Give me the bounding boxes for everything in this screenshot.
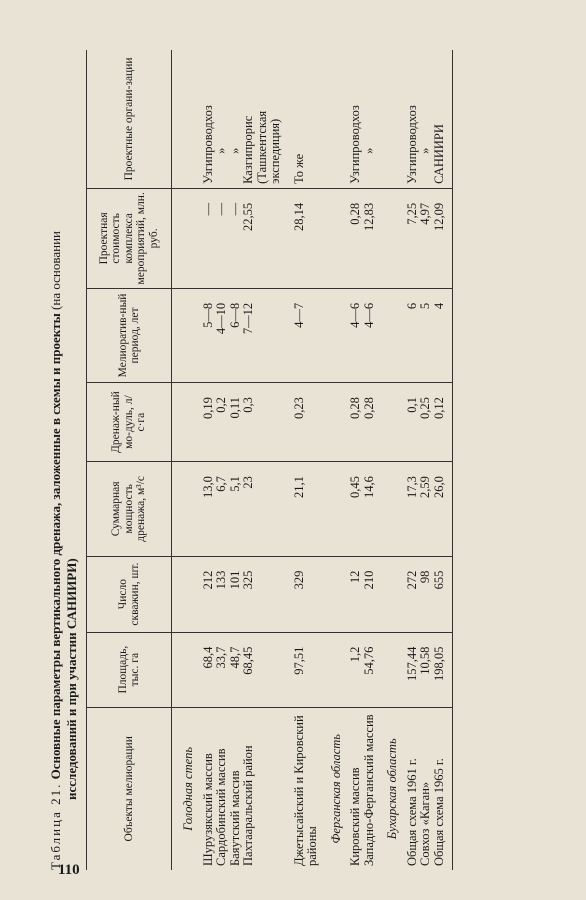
- rotated-page-content: [48, 30, 568, 870]
- table-row: [349, 50, 376, 870]
- wells-value: 212: [200, 570, 215, 590]
- area-value: 1,2: [348, 646, 362, 663]
- object-name: Джетысайский и Кировский районы: [291, 715, 319, 866]
- power-value: 14,6: [361, 476, 376, 498]
- object-name: Кировский массив: [348, 767, 362, 866]
- table-row: [293, 50, 320, 870]
- org-value: Казгипрорис (Ташкентская экспедиция): [241, 110, 282, 184]
- wells-value: 210: [361, 570, 376, 590]
- region-row: [172, 50, 202, 870]
- module-value: 0,1: [404, 397, 419, 413]
- cost-value: 0,28: [348, 202, 362, 225]
- wells-value: 655: [431, 570, 446, 590]
- header-cost: Проектная стоимость комплекса мероприятий, млн. руб.: [87, 188, 172, 288]
- power-value: 5,1: [227, 476, 242, 492]
- period-value: 6: [404, 302, 419, 310]
- power-value: 23: [241, 476, 255, 489]
- power-value: 6,7: [214, 476, 228, 492]
- caption-title-suffix: (на основании: [48, 231, 63, 310]
- header-power: Суммарная мощность дренажа, м³/с: [87, 462, 172, 557]
- wells-value: 329: [293, 556, 320, 632]
- region-label: Бухарская область: [385, 738, 399, 840]
- wells-value: 325: [241, 570, 255, 590]
- drainage-parameters-table: [86, 50, 453, 870]
- area-value: 68,45: [241, 646, 255, 675]
- table-caption: [48, 50, 80, 870]
- module-value: 0,3: [241, 397, 255, 413]
- wells-value: 98: [418, 570, 432, 584]
- area-value: 48,7: [227, 646, 242, 669]
- caption-title-line1: Основные параметры вертикального дренажа, заложенные в схемы и проекты: [48, 313, 63, 780]
- cost-value: 7,25: [404, 202, 419, 225]
- period-value: 5: [418, 302, 432, 310]
- org-value: То же: [293, 50, 320, 188]
- org-value: »: [418, 147, 432, 154]
- module-value: 0,11: [227, 397, 242, 419]
- org-value: »: [227, 147, 242, 154]
- cost-value: 22,55: [241, 202, 255, 232]
- module-value: 0,25: [418, 397, 432, 419]
- region-label: Голодная степь: [181, 746, 195, 831]
- module-value: 0,12: [431, 397, 446, 419]
- header-period: Мелиоратив-ный период, лет: [87, 288, 172, 382]
- table-row: [202, 50, 283, 870]
- period-value: 4—7: [293, 288, 320, 382]
- region-label: Ферганская область: [328, 733, 343, 844]
- power-value: 13,0: [200, 476, 215, 498]
- area-value: 198,05: [431, 646, 446, 682]
- module-value: 0,2: [214, 397, 228, 413]
- power-value: 21,1: [293, 462, 320, 557]
- object-name: Западно-Ферганский массив: [361, 714, 376, 866]
- area-value: 97,51: [293, 632, 320, 707]
- object-name: Баяутский массив: [227, 770, 242, 866]
- power-value: 2,59: [418, 476, 432, 498]
- power-value: 17,3: [404, 476, 419, 498]
- org-value: Узгипроводхоз: [348, 105, 362, 184]
- region-row: [320, 50, 350, 870]
- module-value: 0,28: [348, 397, 362, 419]
- caption-label: Таблица 21.: [48, 782, 63, 870]
- module-value: 0,19: [200, 397, 215, 419]
- wells-value: 12: [348, 570, 362, 584]
- object-name: Общая схема 1965 г.: [431, 758, 446, 866]
- header-wells: Число скважин, шт.: [87, 556, 172, 632]
- wells-value: 272: [404, 570, 419, 590]
- header-objects: Объекты мелиорации: [87, 707, 172, 870]
- wells-value: 133: [214, 570, 228, 590]
- power-value: 26,0: [431, 476, 446, 498]
- period-value: 5—8: [200, 302, 215, 328]
- module-value: 0,23: [293, 383, 320, 462]
- period-value: 6—8: [227, 302, 242, 328]
- table-header-row: [87, 50, 172, 870]
- cost-value: —: [214, 202, 228, 216]
- period-value: 7—12: [241, 302, 255, 335]
- org-value: САНИИРИ: [431, 124, 446, 184]
- cost-value: 4,97: [418, 202, 432, 225]
- cost-value: —: [227, 202, 242, 216]
- area-value: 33,7: [214, 646, 228, 669]
- cost-value: 28,14: [293, 188, 320, 288]
- org-value: »: [361, 147, 376, 154]
- area-value: 157,44: [404, 646, 419, 682]
- org-value: Узгипроводхоз: [200, 105, 215, 184]
- module-value: 0,28: [361, 397, 376, 419]
- area-value: 54,76: [361, 646, 376, 675]
- object-name: Шурузякский массив: [200, 753, 215, 866]
- wells-value: 101: [227, 570, 242, 590]
- object-name: Общая схема 1961 г.: [404, 758, 419, 866]
- org-value: Узгипроводхоз: [404, 105, 419, 184]
- caption-title-line2: исследований и при участии САНИИРИ): [64, 558, 79, 800]
- period-value: 4—10: [214, 302, 228, 335]
- header-area: Площадь, тыс. га: [87, 632, 172, 707]
- cost-value: 12,09: [431, 202, 446, 232]
- object-name: Пахтааральский район: [241, 745, 255, 866]
- region-row: [376, 50, 406, 870]
- cost-value: 12,83: [361, 202, 376, 232]
- cost-value: —: [200, 202, 215, 216]
- header-module: Дренаж-ный мо-дуль, л/с·га: [87, 383, 172, 462]
- object-name: Совхоз «Каган»: [418, 781, 432, 866]
- period-value: 4—6: [348, 302, 362, 328]
- area-value: 10,58: [418, 646, 432, 675]
- page-number: 110: [58, 862, 80, 878]
- power-value: 0,45: [348, 476, 362, 498]
- area-value: 68,4: [200, 646, 215, 669]
- period-value: 4: [431, 302, 446, 310]
- period-value: 4—6: [361, 302, 376, 328]
- table-row: [406, 50, 453, 870]
- header-org: Проектные органи-зации: [87, 50, 172, 188]
- object-name: Сардобинский массив: [214, 748, 228, 866]
- org-value: »: [214, 147, 228, 154]
